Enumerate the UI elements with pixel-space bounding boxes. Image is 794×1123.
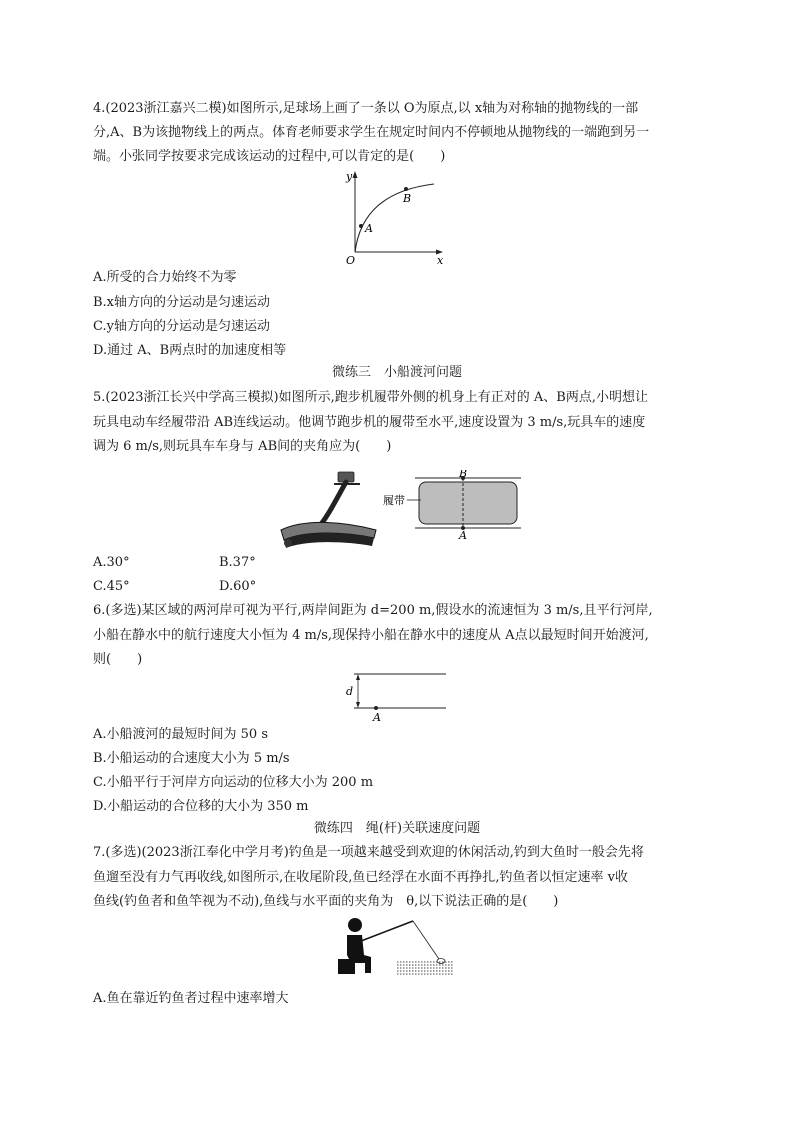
fisher-head [348, 918, 362, 932]
fisher-seat [338, 959, 355, 974]
parabola-figure [340, 168, 455, 264]
b-label: B [403, 192, 412, 205]
q4-line-2: 分,A、B为该抛物线上的两点。体育老师要求学生在规定时间内不停顿地从抛物线的一端跑到另一 [93, 125, 650, 140]
fish [437, 959, 445, 964]
q6-option-d: D.小船运动的合位移的大小为 350 m [93, 799, 309, 814]
q4-option-d: D.通过 A、B两点时的加速度相等 [93, 343, 287, 358]
q6-option-a: A.小船渡河的最短时间为 50 s [93, 727, 268, 742]
x-label: x [437, 254, 444, 264]
b-label: B [459, 470, 468, 480]
q5-line-3: 调为 6 m/s,则玩具车车身与 AB间的夹角应为( ) [93, 439, 392, 454]
treadmill-wheel [284, 539, 292, 547]
parabola-curve [355, 184, 434, 252]
point-b [404, 187, 408, 191]
treadmill-diagram [383, 470, 523, 540]
q6-line-2: 小船在静水中的航行速度大小恒为 4 m/s,现保持小船在静水中的速度从 A点以最短时间开始渡河, [93, 628, 649, 643]
q4-line-3: 端。小张同学按要求完成该运动的过程中,可以肯定的是( ) [93, 149, 446, 164]
belt-rectangle [419, 482, 517, 524]
q4-option-c: C.y轴方向的分运动是匀速运动 [93, 319, 270, 334]
fishing-line [413, 921, 439, 959]
q5-option-b: B.37° [219, 555, 256, 570]
a-label: A [373, 711, 381, 722]
q5-line-1: 5.(2023浙江长兴中学高三模拟)如图所示,跑步机履带外侧的机身上有正对的 A、B两点,小明想让 [93, 390, 648, 405]
q7-line-2: 鱼遛至没有力气再收线,如图所示,在收尾阶段,鱼已经浮在水面不再挣扎,钓鱼者以恒定速率 v收 [93, 870, 629, 885]
q5-option-d: D.60° [219, 579, 257, 594]
y-axis-arrow [353, 171, 358, 178]
point-a [359, 224, 363, 228]
q4-option-a: A.所受的合力始终不为零 [93, 270, 237, 285]
a-label: A [365, 222, 373, 235]
water-area [397, 961, 453, 977]
q4-option-b: B.x轴方向的分运动是匀速运动 [93, 295, 271, 310]
river-diagram [340, 668, 450, 722]
belt-label: 履带 [383, 494, 405, 507]
d-label: d [346, 685, 354, 698]
q6-line-1: 6.(多选)某区域的两河岸可视为平行,两岸间距为 d=200 m,假设水的流速恒为 3 m/s,且平行河岸, [93, 603, 653, 618]
q5-option-a: A.30° [93, 555, 130, 570]
q7-line-1: 7.(多选)(2023浙江奉化中学月考)钓鱼是一项越来越受到欢迎的休闲活动,钓到大鱼时一般会先将 [93, 845, 644, 860]
q4-line-1: 4.(2023浙江嘉兴二模)如图所示,足球场上画了一条以 O为原点,以 x轴为对称轴的抛物线的一部 [93, 101, 639, 116]
fishing-rod [361, 921, 413, 941]
a-label: A [459, 529, 467, 540]
y-label: y [346, 170, 353, 183]
q6-line-3: 则( ) [93, 652, 143, 667]
treadmill-photo [276, 470, 386, 550]
point-a [374, 706, 378, 710]
fishing-figure [335, 915, 460, 985]
q5-option-c: C.45° [93, 579, 130, 594]
section-3-heading: 微练三 小船渡河问题 [331, 365, 462, 380]
q5-line-2: 玩具电动车经履带沿 AB连线运动。他调节跑步机的履带至水平,速度设置为 3 m/s,玩具车的速度 [93, 415, 646, 430]
origin-label: O [346, 254, 356, 264]
section-4-heading: 微练四 绳(杆)关联速度问题 [313, 821, 481, 836]
q7-option-a: A.鱼在靠近钓鱼者过程中速率增大 [93, 991, 289, 1006]
q6-option-b: B.小船运动的合速度大小为 5 m/s [93, 751, 290, 766]
q7-line-3: 鱼线(钓鱼者和鱼竿视为不动),鱼线与水平面的夹角为 θ,以下说法正确的是( ) [93, 894, 559, 909]
q6-option-c: C.小船平行于河岸方向运动的位移大小为 200 m [93, 775, 374, 790]
